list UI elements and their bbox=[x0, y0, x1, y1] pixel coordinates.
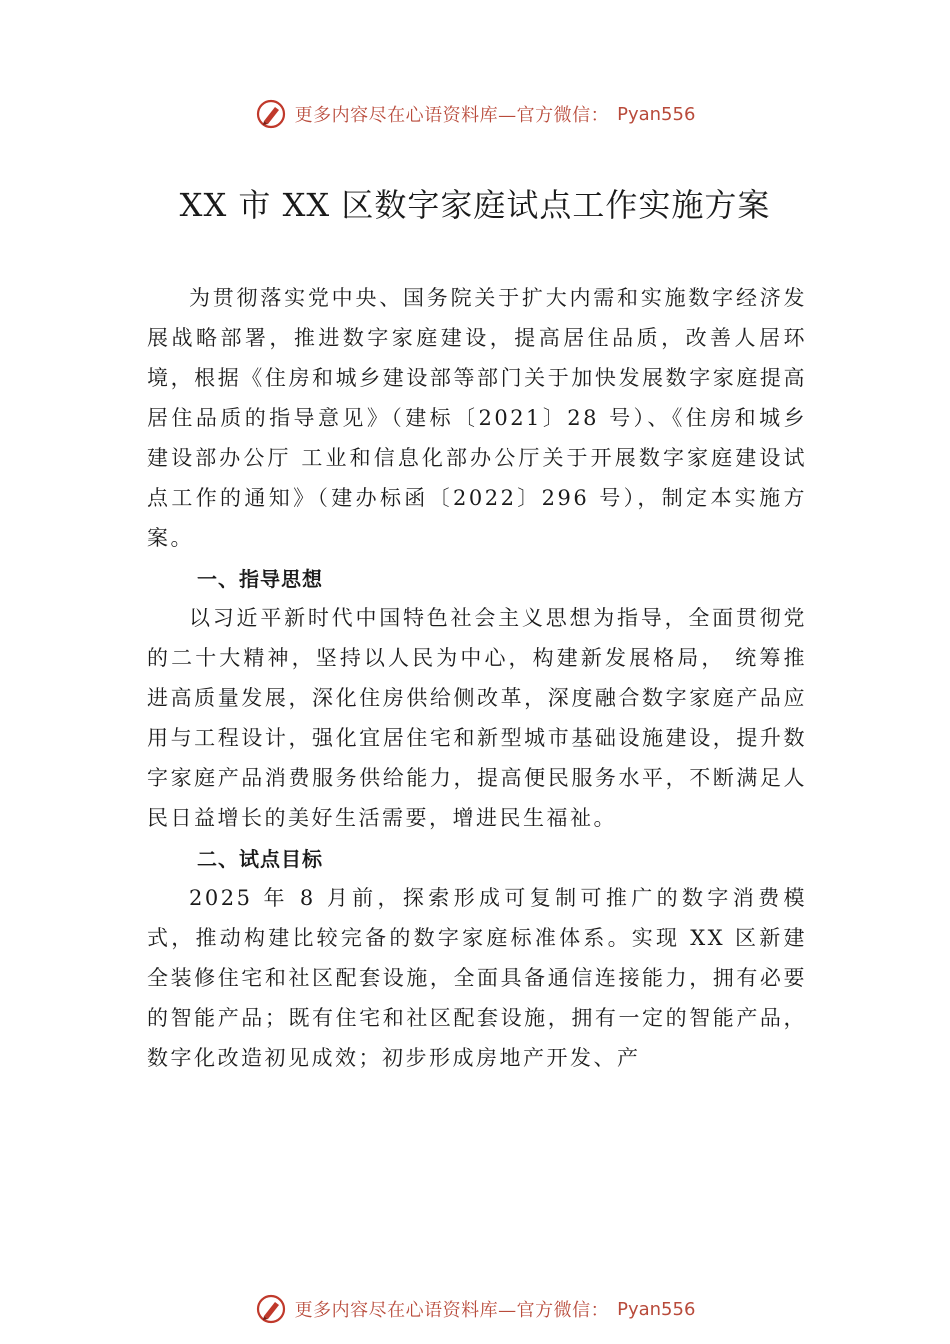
document-body bbox=[147, 278, 807, 1078]
header-banner bbox=[0, 94, 950, 134]
banner-slogan: 更多内容尽在心语资料库—官方微信： bbox=[294, 105, 610, 126]
intro-paragraph: 为贯彻落实党中央、国务院关于扩大内需和实施数字经济发展战略部署，推进数字家庭建设，提高居住品质，改善人居环境，根据《住房和城乡建设部等部门关于加快发展数字家庭提高居住品质的指导意见》（建标〔2021〕28 号）、《住房和城乡建设部办公厅 工业和信息化部办公厅关于开展数字家庭建设试点工作的通知》（建办标函〔2022〕296 号），制定本实施方案。 bbox=[147, 286, 807, 550]
section-heading-guiding-ideology: 一、指导思想 bbox=[197, 567, 323, 591]
section-heading-pilot-goals: 二、试点目标 bbox=[197, 847, 323, 871]
pen-logo-icon bbox=[255, 98, 287, 130]
footer-banner bbox=[0, 1289, 950, 1329]
section-body-guiding-ideology: 以习近平新时代中国特色社会主义思想为指导，全面贯彻党的二十大精神，坚持以人民为中心，构建新发展格局， 统筹推进高质量发展，深化住房供给侧改革，深度融合数字家庭产品应用与工程设计，强化宜居住宅和新型城市基础设施建设，提升数字家庭产品消费服务供给能力，提高便民服务水平，不断满足人民日益增长的美好生活需要，增进民生福祉。 bbox=[147, 606, 807, 830]
banner-slogan: 更多内容尽在心语资料库—官方微信： bbox=[294, 1300, 610, 1321]
banner-wechat-id: Pyan556 bbox=[617, 103, 696, 125]
section-body-pilot-goals: 2025 年 8 月前，探索形成可复制可推广的数字消费模式，推动构建比较完备的数字家庭标准体系。实现 XX 区新建全装修住宅和社区配套设施，全面具备通信连接能力，拥有必要的智能产品；既有住宅和社区配套设施，拥有一定的智能产品，数字化改造初见成效；初步形成房地产开发、产 bbox=[147, 886, 807, 1070]
pen-logo-icon bbox=[255, 1293, 287, 1325]
banner-wechat-id: Pyan556 bbox=[617, 1298, 696, 1320]
document-title: XX 市 XX 区数字家庭试点工作实施方案 bbox=[179, 186, 771, 224]
